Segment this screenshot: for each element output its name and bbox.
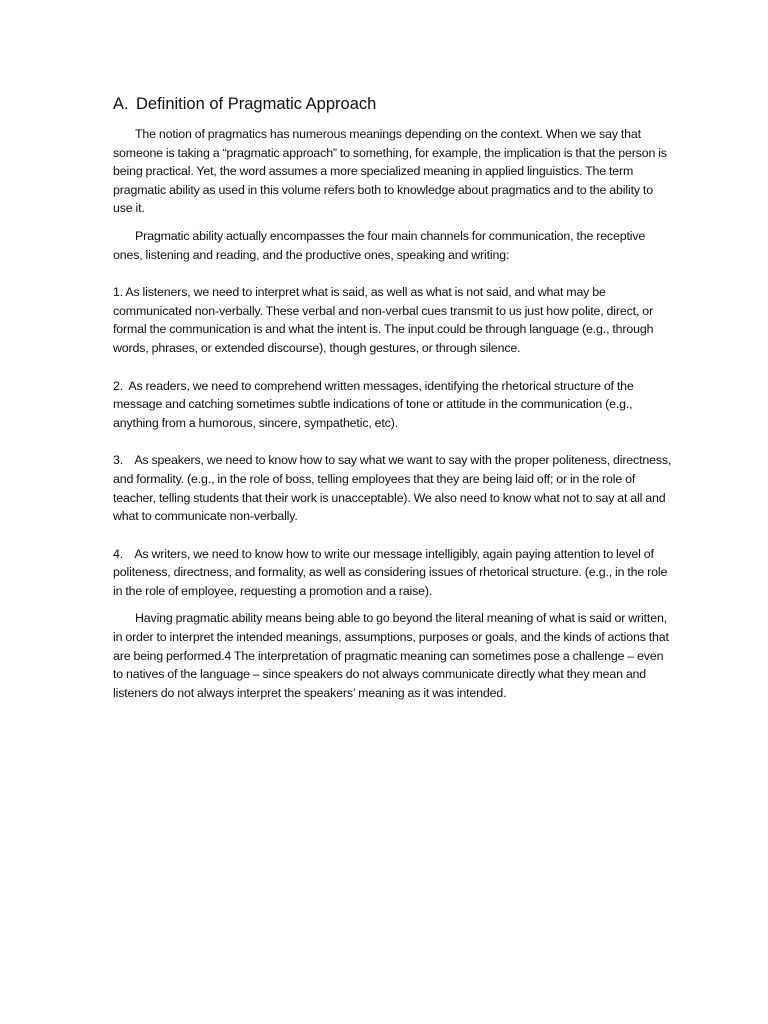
intro-paragraph: The notion of pragmatics has numerous meanings depending on the context. When we say that someone is taking a “pragmatic approach” to something, for example, the implication is that the person is being practical. Yet, the word assumes a more specialized meaning in applied linguistics. The term pragmatic ability as used in this volume refers both to knowledge about pragmatics and to the ability to use it. <box>113 127 667 216</box>
section-number: A. <box>113 95 129 113</box>
list-item-listeners: 1. As listeners, we need to interpret what is said, as well as what is not said, and what may be communicated non-verbally. These verbal and non-verbal cues transmit to us just how polite, direct, or formal the communication is and what the intent is. The input could be through language (e.g., through words, phrases, or extended discourse), though gestures, or through silence. <box>113 285 657 355</box>
list-item-speakers: 3. As speakers, we need to know how to say what we want to say with the proper politeness, directness, and formality. (e.g., in the role of boss, telling employees that they are being laid off; or in the role of teacher, telling students that their work is unacceptable). We also need to know what not to say at all and what to communicate non-verbally. <box>113 453 675 524</box>
list-item-writers: 4. As writers, we need to know how to write our message intelligibly, again paying attention to level of politeness, directness, and formality, as well as considering issues of rhetorical structure. (e.g., in the role in the role of employee, requesting a promotion and a raise). <box>113 546 671 598</box>
list-item-readers: 2. As readers, we need to comprehend written messages, identifying the rhetorical structure of the message and catching sometimes subtle indications of tone or attitude in the communication (e.g., anything from a humorous, sincere, sympathetic, etc). <box>113 378 637 430</box>
document-body <box>113 93 673 702</box>
closing-paragraph: Having pragmatic ability means being able to go beyond the literal meaning of what is said or written, in order to interpret the intended meanings, assumptions, purposes or goals, and the kinds of actions that are being performed.4 The interpretation of pragmatic meaning can sometimes pose a challenge – even to natives of the language – since speakers do not always communicate directly what they mean and listeners do not always interpret the speakers’ meaning as it was intended. <box>113 611 669 700</box>
channels-paragraph: Pragmatic ability actually encompasses the four main channels for communication, the receptive ones, listening and reading, and the productive ones, speaking and writing: <box>113 228 646 262</box>
section-heading <box>113 93 673 115</box>
section-title: Definition of Pragmatic Approach <box>136 95 377 113</box>
